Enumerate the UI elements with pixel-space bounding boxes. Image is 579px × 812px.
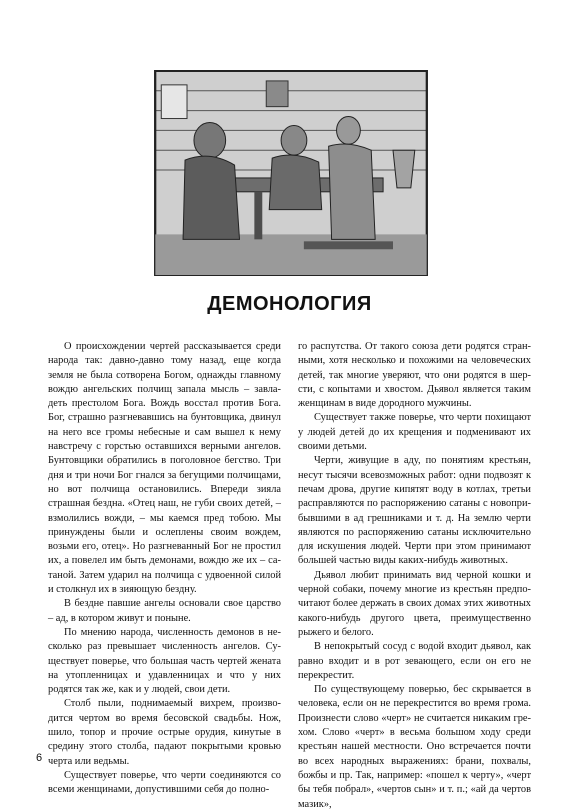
page-number: 6 [36, 752, 43, 764]
paragraph: Существует поверье, что черти соединяются со всеми женщинами, допустившими себя до полно- [48, 769, 281, 796]
paragraph: Черти, живущие в аду, по понятиям крестьян, несут тысячи всевозможных работ: одни подвозят к печам дрова, другие кипятят воду в котлах, третьи расправляются по распоряжению сатаны с новоприбывшими в ад грешниками и т. д. На землю черти являются по распоряжению сатаны исключительно для искушения людей. Черти при этом принимают большей частью виды каких-нибудь животных. [298, 455, 531, 567]
text-column-right [298, 340, 531, 810]
paragraph: го распутства. От такого союза дети родятся странными, хотя несколько и похожими на человеческих детей, так многие уверяют, что они родятся в шерсти, с копытами и хвостом. Дьявол является таким женщинам в виде дородного мужчины. [298, 341, 531, 410]
paragraph: По существующему поверью, бес скрывается в человека, если он не перекрестится во время грома. Произнести слово «черт» не считается никаким грехом. Слово «черт» в весьма большом ходу среди крестьян нашей местности. Оно встречается почти во всех народных выражениях: брани, похвалы, божбы и пр. Так, например: «пошел к черту», «черт бы тебя побрал», «чертов сын» и т. п.; «ай да чертов мазик», [298, 684, 531, 810]
paragraph: О происхождении чертей рассказывается среди народа так: давно-давно тому назад, еще когда земля не была сотворена Богом, однажды главному вождю ангельских полчищ запала мысль – завладеть престолом Бога. Вождь восстал против Бога. Бог, страшно разгневавшись на бунтовщика, двинул на него все громы небесные и сам вышел к нему навстречу с горстью оставшихся верными ангелов. Бунтовщики обратились в поголовное бегство. Три дня и три ночи Бог гнался за бегущими полчищами, но вот полчища остановились. Впереди зияла страшная бездна. «Отец наш, не губи своих детей, – взмолились вожди, – мы каемся пред тобою. Мы принуждены были и ослеплены своим вождем, возьми его, отец». Но разгневанный Бог не простил их, а повелел им быть демонами, вождю же их – сатаной. Затем ударил на полчища с удвоенной силой и столкнул их в зияющую бездну. [48, 341, 281, 596]
text-column-left [48, 340, 281, 796]
paragraph: Дьявол любит принимать вид черной кошки и черной собаки, почему многие из крестьян предпочитают более держать в своих домах этих животных какого-нибудь другого цвета, преимущественно рыжего и белого. [298, 569, 531, 638]
paragraph: Столб пыли, поднимаемый вихрем, производится чертом во время бесовской свадьбы. Нож, шило, топор и прочие острые орудия, кинутые в средину этого столба, падают покрытыми кровью черта или ведьмы. [48, 698, 281, 767]
illustration-peasant-hut [154, 70, 428, 276]
illustration-drawing [155, 71, 427, 275]
paragraph: В непокрытый сосуд с водой входит дьявол, как равно входит и в рот зевающего, если он его не перекрестит. [298, 641, 531, 681]
paragraph: В бездне павшие ангелы основали свое царство – ад, в котором живут и поныне. [48, 598, 281, 624]
paragraph: По мнению народа, численность демонов в несколько раз превышает численность ангелов. Существует поверье, что большая часть чертей жената на утопленницах и удавленницах и что у них родятся так же, как и у людей, свои дети. [48, 626, 281, 696]
page-title: ДЕМОНОЛОГИЯ [207, 293, 372, 315]
paragraph: Существует также поверье, что черти похищают у людей детей до их крещения и подменивают их своими детьми. [298, 412, 531, 453]
